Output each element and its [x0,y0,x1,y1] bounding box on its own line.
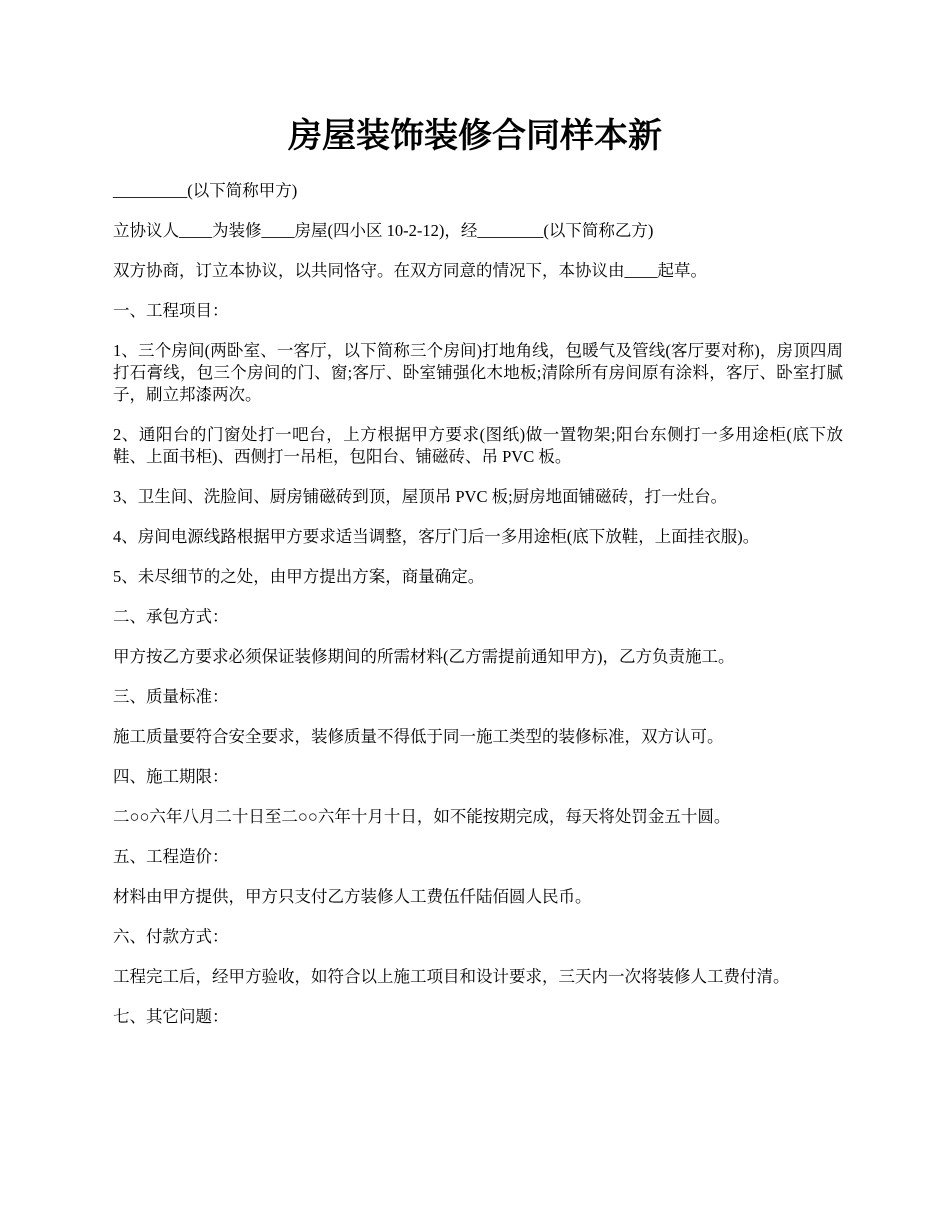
section-heading-period: 四、施工期限： [113,767,229,786]
section-heading-cost: 五、工程造价： [113,847,229,866]
document-body [113,180,843,1046]
project-item-4: 4、房间电源线路根据甲方要求适当调整，客厅门后一多用途柜(底下放鞋，上面挂衣服)。 [113,527,760,546]
section-heading-contract-method: 二、承包方式： [113,607,229,626]
contract-method-text: 甲方按乙方要求必须保证装修期间的所需材料(乙方需提前通知甲方)，乙方负责施工。 [113,647,735,666]
document-title: 房屋装饰装修合同样本新 [288,116,662,156]
period-text: 二○○六年八月二十日至二○○六年十月十日，如不能按期完成，每天将处罚金五十圆。 [113,807,731,826]
section-heading-project: 一、工程项目： [113,301,229,320]
agreement-intro-line: 立协议人____为装修____房屋(四小区 10-2-12)，经________(以下简称乙方) [113,221,654,240]
project-item-3: 3、卫生间、洗脸间、厨房铺磁砖到顶，屋顶吊 PVC 板;厨房地面铺磁砖，打一灶台。 [113,487,728,506]
section-heading-other: 七、其它问题： [113,1007,229,1026]
section-heading-quality: 三、质量标准： [113,687,229,706]
project-item-2: 2、通阳台的门窗处打一吧台，上方根据甲方要求(图纸)做一置物架;阳台东侧打一多用途柜(底下放鞋、上面书柜)、西侧打一吊柜，包阳台、铺磁砖、吊 PVC 板。 [113,425,843,466]
payment-text: 工程完工后，经甲方验收，如符合以上施工项目和设计要求，三天内一次将装修人工费付清。 [113,967,790,986]
project-item-5: 5、未尽细节的之处，由甲方提出方案，商量确定。 [113,567,485,586]
agreement-consensus-line: 双方协商，订立本协议，以共同恪守。在双方同意的情况下，本协议由____起草。 [113,261,707,280]
section-heading-payment: 六、付款方式： [113,927,229,946]
project-item-1: 1、三个房间(两卧室、一客厅，以下简称三个房间)打地角线，包暖气及管线(客厅要对称)，房顶四周打石膏线，包三个房间的门、窗;客厅、卧室铺强化木地板;清除所有房间原有涂料，客厅、卧室打腻子，刷立邦漆两次。 [113,341,843,404]
party-a-line: _________(以下简称甲方) [113,181,298,200]
cost-text: 材料由甲方提供，甲方只支付乙方装修人工费伍仟陆佰圆人民币。 [113,887,592,906]
quality-text: 施工质量要符合安全要求，装修质量不得低于同一施工类型的装修标准，双方认可。 [113,727,724,746]
